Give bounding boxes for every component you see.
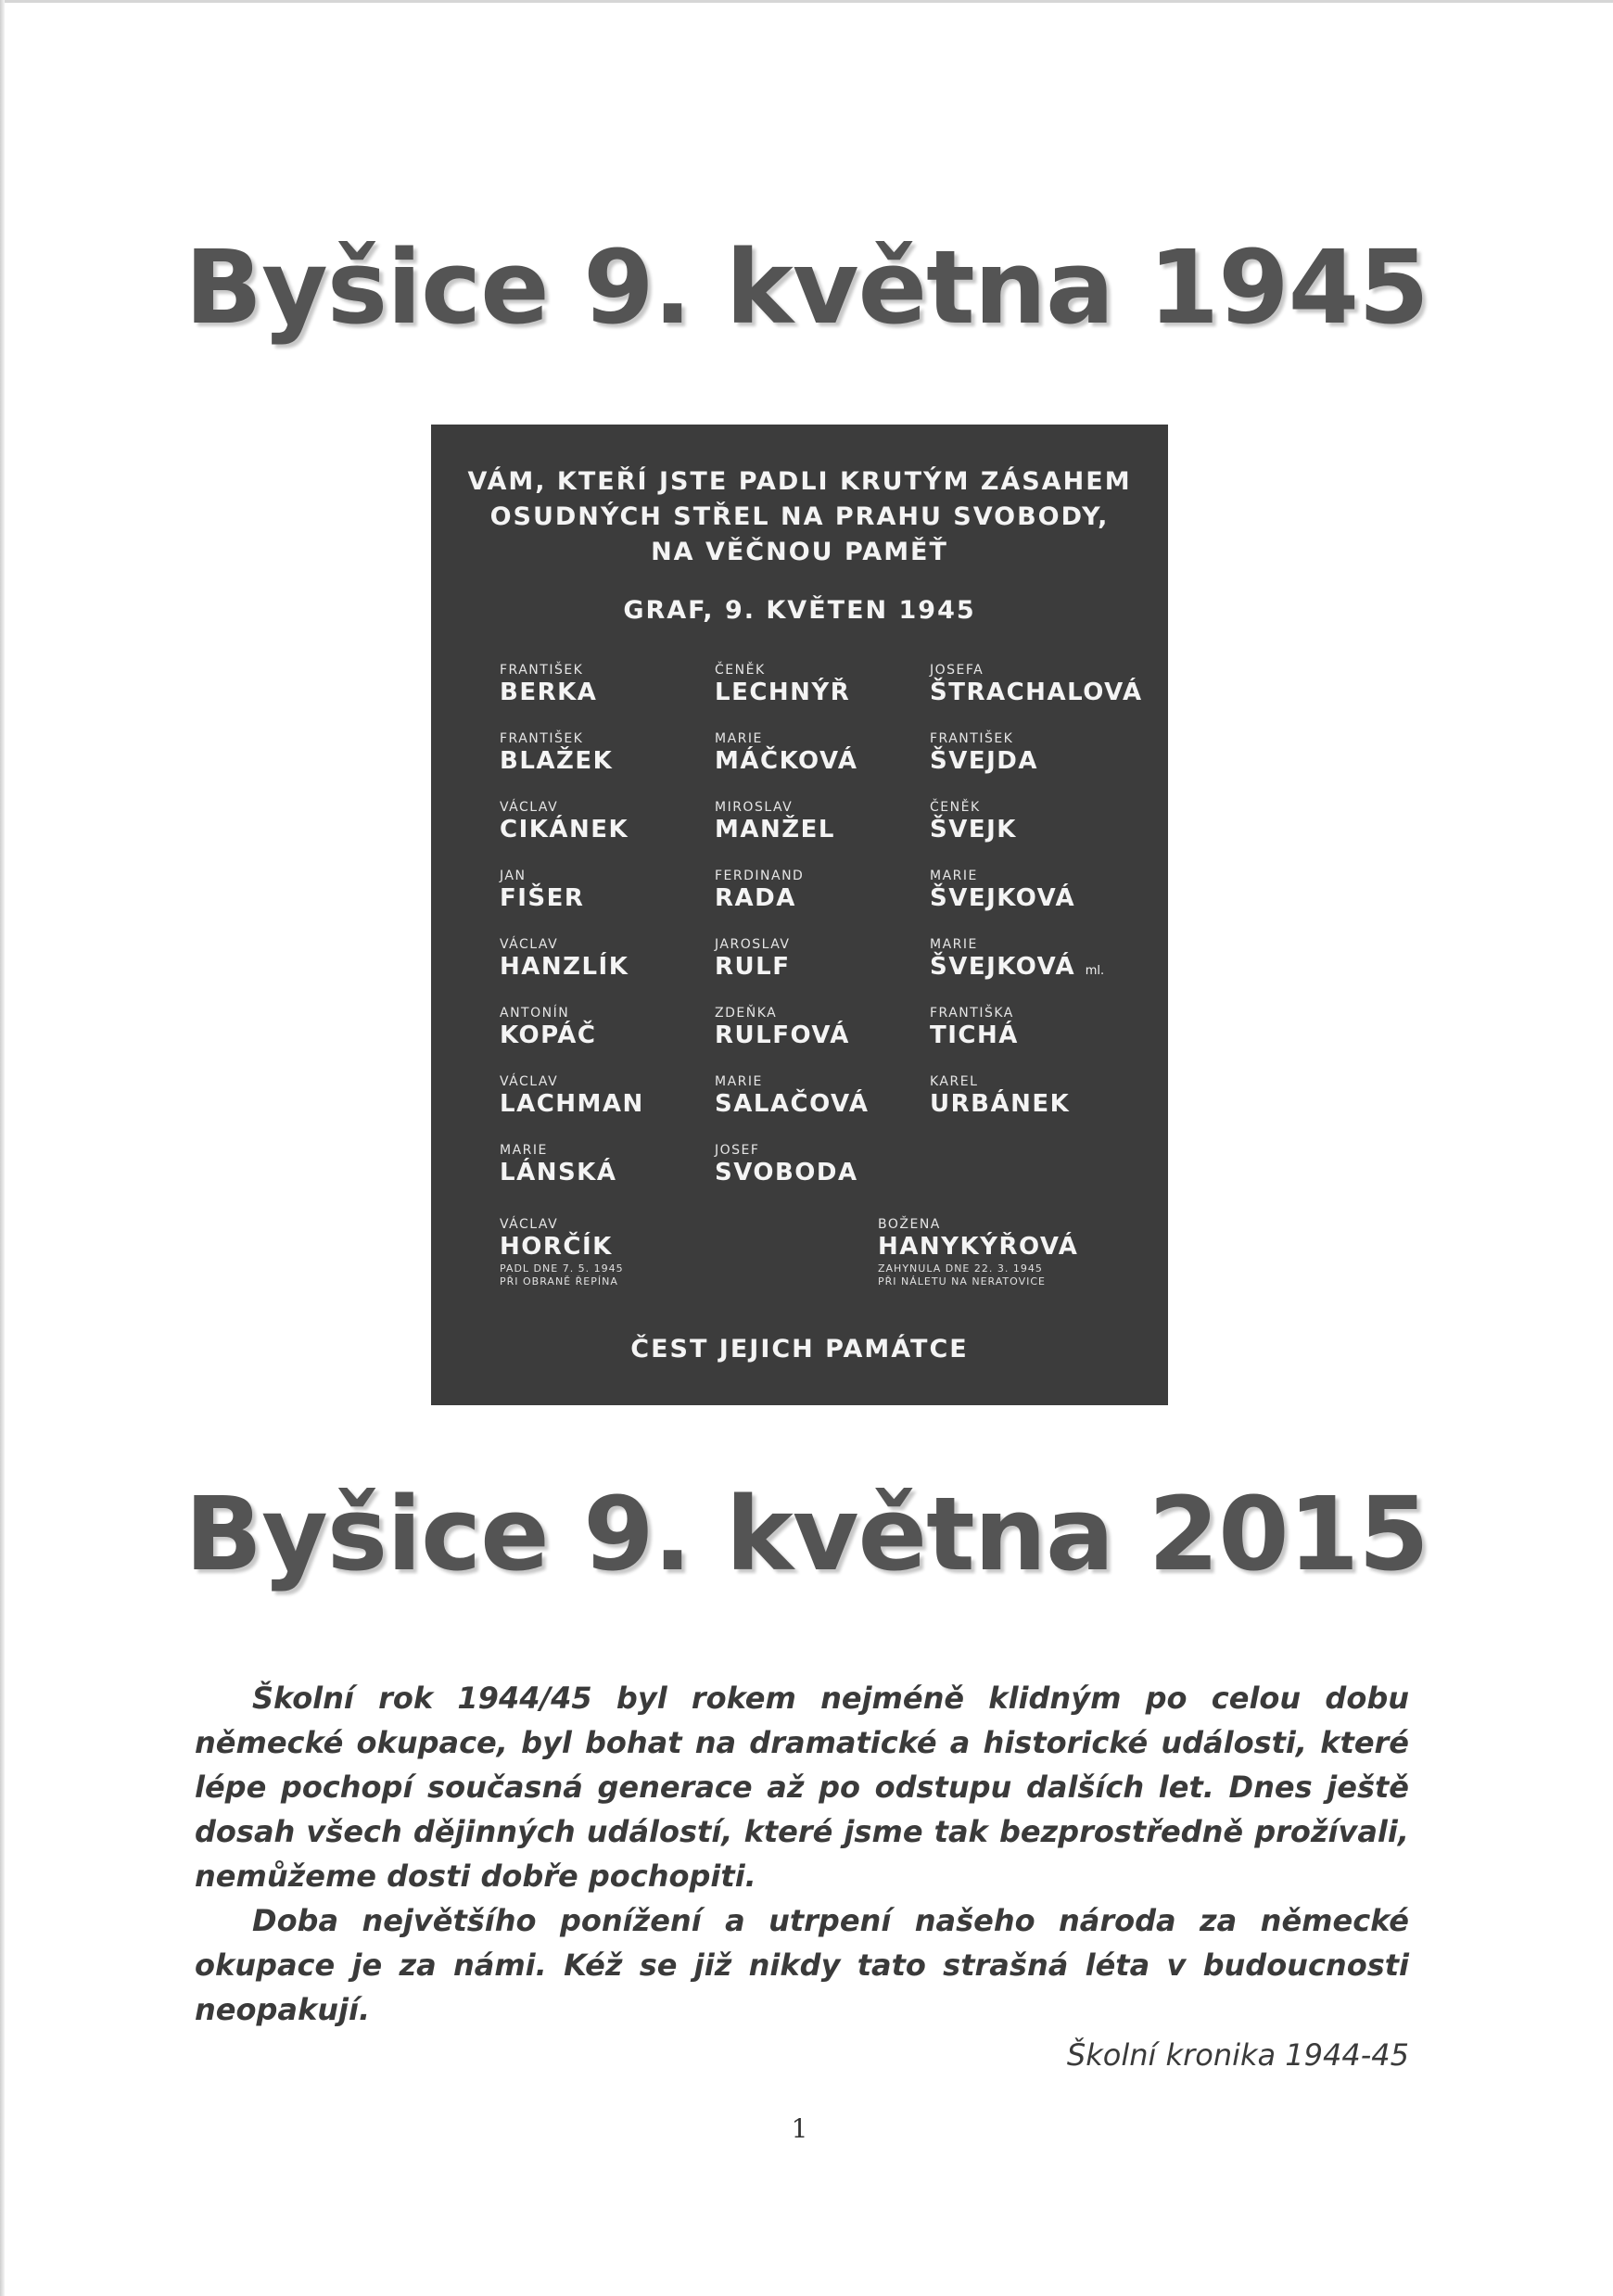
victim-name bbox=[715, 662, 937, 706]
plaque-dedication bbox=[431, 464, 1168, 570]
victim-first-name: KAREL bbox=[930, 1074, 979, 1089]
victim-last-name: MÁČKOVÁ bbox=[715, 747, 858, 775]
victim-last-name: BERKA bbox=[500, 679, 598, 706]
attribution: Školní kronika 1944-45 bbox=[1066, 2037, 1409, 2073]
victim-name bbox=[930, 1005, 1152, 1049]
memorial-plaque bbox=[431, 425, 1168, 1405]
victim-last-name: RULFOVÁ bbox=[715, 1021, 850, 1049]
victim-first-name: JAN bbox=[500, 869, 527, 883]
victim-last-name: URBÁNEK bbox=[930, 1090, 1071, 1118]
victim-last-name: LÁNSKÁ bbox=[500, 1159, 617, 1186]
victim-name bbox=[500, 799, 722, 844]
paragraph: Školní rok 1944/45 byl rokem nejméně klidným po celou dobu německé okupace, byl bohat na dramatické a historické události, které lépe pochopí současná generace až po odstupu dalších let. Dnes ještě dosah všech dějinných událostí, které jsme tak bezprostředně prožívali, nemůžeme dosti dobře pochopiti. bbox=[195, 1681, 1409, 1894]
victim-name-suffix: ml. bbox=[1085, 964, 1105, 978]
victim-first-name: BOŽENA bbox=[878, 1217, 941, 1232]
victim-name bbox=[715, 1073, 937, 1118]
victim-last-name: ŠVEJKOVÁ bbox=[930, 884, 1076, 912]
victim-name bbox=[930, 868, 1152, 912]
victim-last-name: SVOBODA bbox=[715, 1159, 858, 1186]
victim-name bbox=[930, 662, 1162, 706]
dedication-line: NA VĚČNOU PAMĚŤ bbox=[651, 538, 948, 566]
victim-name bbox=[715, 730, 937, 775]
victim-first-name: MARIE bbox=[715, 731, 763, 746]
victim-last-name: RULF bbox=[715, 953, 791, 981]
victim-first-name: FRANTIŠEK bbox=[500, 663, 584, 678]
victim-first-name: MARIE bbox=[500, 1143, 548, 1158]
victim-name bbox=[500, 1005, 722, 1049]
victim-first-name: VÁCLAV bbox=[500, 1074, 559, 1089]
victim-last-name: HANYKÝŘOVÁ bbox=[878, 1233, 1079, 1261]
victim-name bbox=[500, 662, 722, 706]
victim-last-name: ŠVEJK bbox=[930, 816, 1017, 844]
victim-name bbox=[715, 799, 937, 844]
victim-first-name: MIROSLAV bbox=[715, 800, 794, 815]
dedication-line: OSUDNÝCH STŘEL NA PRAHU SVOBODY, bbox=[489, 502, 1110, 531]
victim-last-name: RADA bbox=[715, 884, 796, 912]
victim-first-name: FRANTIŠEK bbox=[500, 731, 584, 746]
victim-last-name: LACHMAN bbox=[500, 1090, 644, 1118]
victim-first-name: VÁCLAV bbox=[500, 937, 559, 952]
page-edge bbox=[0, 0, 1613, 3]
victim-last-name: HANZLÍK bbox=[500, 953, 629, 981]
victim-name-special bbox=[878, 1216, 1156, 1288]
victim-name bbox=[500, 730, 722, 775]
victim-name bbox=[930, 1073, 1152, 1118]
page-edge-left bbox=[0, 0, 5, 2296]
victim-first-name: JAROSLAV bbox=[715, 937, 791, 952]
victim-name bbox=[930, 799, 1152, 844]
victim-name bbox=[715, 936, 937, 981]
page-number: 1 bbox=[791, 2113, 808, 2144]
victim-name bbox=[500, 936, 722, 981]
victim-last-name: HORČÍK bbox=[500, 1233, 613, 1261]
plaque-place-date: GRAF, 9. KVĚTEN 1945 bbox=[623, 596, 976, 625]
title-2015: Byšice 9. května 2015 bbox=[184, 1475, 1429, 1593]
victim-last-name: SALAČOVÁ bbox=[715, 1090, 870, 1118]
victim-last-name: ŠVEJDA bbox=[930, 747, 1038, 775]
victim-first-name: FERDINAND bbox=[715, 869, 805, 883]
victim-first-name: MARIE bbox=[930, 869, 978, 883]
victim-first-name: ČENĚK bbox=[715, 663, 766, 678]
victim-last-name: KOPÁČ bbox=[500, 1021, 597, 1049]
victim-last-name-text: ŠVEJKOVÁ bbox=[930, 953, 1076, 981]
victim-last-name: ŠTRACHALOVÁ bbox=[930, 679, 1143, 706]
paragraph: Doba největšího ponížení a utrpení našeho národa za německé okupace je za námi. Kéž se již nikdy tato strašná léta v budoucnosti neopakují. bbox=[195, 1903, 1409, 2027]
victim-first-name: JOSEFA bbox=[930, 663, 984, 678]
victim-first-name: FRANTIŠKA bbox=[930, 1006, 1014, 1021]
victim-first-name: ZDEŇKA bbox=[715, 1006, 778, 1021]
title-1945: Byšice 9. května 1945 bbox=[184, 228, 1429, 347]
victim-last-name: FIŠER bbox=[500, 884, 585, 912]
victim-name bbox=[715, 1005, 937, 1049]
chronicle-text bbox=[195, 1676, 1409, 2032]
victim-name bbox=[715, 868, 937, 912]
victim-first-name: ČENĚK bbox=[930, 800, 981, 815]
dedication-line: VÁM, KTEŘÍ JSTE PADLI KRUTÝM ZÁSAHEM bbox=[467, 467, 1132, 496]
victim-first-name: JOSEF bbox=[715, 1143, 760, 1158]
victim-note: PŘI OBRANĚ ŘEPÍNA bbox=[500, 1275, 618, 1288]
plaque-honor: ČEST JEJICH PAMÁTCE bbox=[630, 1335, 969, 1364]
victim-name bbox=[500, 868, 722, 912]
victim-first-name: MARIE bbox=[715, 1074, 763, 1089]
victim-last-name bbox=[930, 953, 1162, 985]
victim-first-name: VÁCLAV bbox=[500, 1217, 559, 1232]
victim-note: ZAHYNULA DNE 22. 3. 1945 bbox=[878, 1262, 1043, 1275]
victim-name bbox=[930, 936, 1162, 985]
victim-name bbox=[500, 1142, 722, 1186]
victim-first-name: FRANTIŠEK bbox=[930, 731, 1014, 746]
victim-note: PADL DNE 7. 5. 1945 bbox=[500, 1262, 624, 1275]
victim-first-name: VÁCLAV bbox=[500, 800, 559, 815]
victim-last-name: BLAŽEK bbox=[500, 747, 614, 775]
victim-first-name: MARIE bbox=[930, 937, 978, 952]
victim-last-name: LECHNÝŘ bbox=[715, 679, 851, 706]
victim-first-name: ANTONÍN bbox=[500, 1006, 570, 1021]
victim-name bbox=[500, 1073, 722, 1118]
victim-last-name: TICHÁ bbox=[930, 1021, 1019, 1049]
victim-name bbox=[715, 1142, 937, 1186]
victim-last-name: CIKÁNEK bbox=[500, 816, 629, 844]
victim-name-special bbox=[500, 1216, 741, 1288]
victim-last-name: MANŽEL bbox=[715, 816, 835, 844]
victim-note: PŘI NÁLETU NA NERATOVICE bbox=[878, 1275, 1046, 1288]
victim-name bbox=[930, 730, 1152, 775]
